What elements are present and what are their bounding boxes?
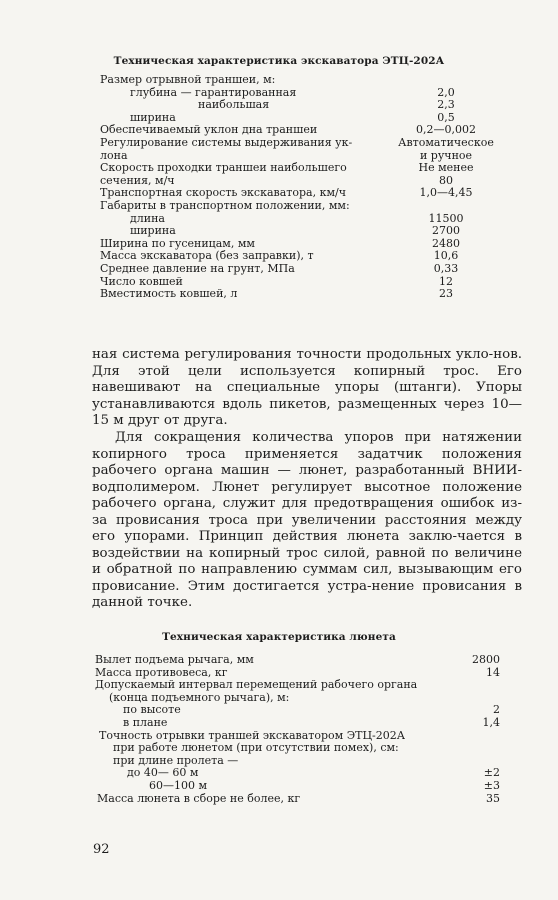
spec-label: Размер отрывной траншеи, м:	[100, 73, 276, 86]
spec-row	[95, 793, 500, 806]
spec-value: 2	[493, 703, 500, 717]
spec-label: ширина	[130, 110, 176, 124]
spec-label: Точность отрывки траншей экскаватором ЭТЦ-202А	[99, 728, 406, 742]
spec-label: Обеспечиваемый уклон дна траншеи	[100, 123, 318, 137]
spec-row	[100, 263, 500, 276]
spec-value: ±3	[483, 778, 500, 792]
page-number: 92	[93, 842, 110, 857]
spec-label: Вылет подъема рычага, мм	[95, 653, 254, 666]
spec-value: ±2	[483, 766, 500, 780]
spec-label: до 40— 60 м	[127, 766, 199, 780]
spec-label: Габариты в транспортном положении, мм:	[100, 198, 350, 212]
spec-label: Число ковшей	[100, 274, 183, 288]
spec-label: наибольшая	[198, 98, 270, 112]
spec-row	[95, 742, 500, 755]
spec-value: 2,0	[437, 85, 455, 99]
spec-row	[95, 679, 500, 692]
spec-row	[100, 225, 500, 238]
spec-label: ширина	[130, 224, 176, 238]
spec-row	[95, 780, 500, 793]
spec-value: 0,5	[437, 110, 455, 124]
spec-row	[95, 717, 500, 730]
body-paragraph-1: ная система регулирования точности продольных укло-нов. Для этой цели используется копирный трос. Его навешивают на специальные упоры (штанги). Упоры устанавливаются вдоль пикетов, размещенных через 10—15 м друг от друга.	[92, 347, 522, 428]
spec-row	[100, 288, 500, 301]
spec-label: в плане	[123, 715, 168, 729]
spec-label: Вместимость ковшей, л	[100, 287, 238, 301]
spec-title-excavator: Техническая характеристика экскаватора ЭТЦ-202А	[113, 55, 445, 67]
spec-value: 0,33	[433, 261, 459, 275]
spec-value: Автоматическое и ручное	[398, 135, 494, 162]
spec-value: 2700	[432, 224, 460, 238]
spec-value: 11500	[428, 211, 464, 225]
spec-table-lunette	[95, 654, 500, 805]
spec-label: (конца подъемного рычага), м:	[109, 690, 290, 704]
spec-label: Среднее давление на грунт, МПа	[100, 261, 295, 275]
spec-value: 2480	[432, 236, 460, 250]
spec-label: по высоте	[123, 703, 181, 717]
spec-table-excavator	[100, 74, 500, 301]
spec-label: Транспортная скорость экскаватора, км/ч	[100, 186, 346, 200]
spec-label: Масса люнета в сборе не более, кг	[97, 791, 301, 805]
spec-label: Масса противовеса, кг	[95, 665, 228, 679]
spec-label: Скорость проходки траншеи наибольшего сечения, м/ч	[100, 161, 347, 187]
spec-label: при длине пролета —	[113, 753, 239, 767]
spec-value: 2,3	[437, 98, 455, 112]
spec-label: Регулирование системы выдерживания ук- лона	[100, 135, 353, 162]
spec-label: длина	[130, 211, 165, 225]
spec-value: 1,4	[482, 715, 500, 729]
spec-value: 35	[486, 791, 500, 805]
spec-value: 12	[439, 274, 453, 288]
spec-value: 0,2—0,002	[416, 123, 476, 137]
spec-title-lunette: Техническая характеристика люнета	[162, 631, 396, 643]
spec-value: 10,6	[433, 249, 459, 263]
spec-row	[100, 99, 500, 112]
spec-label: Масса экскаватора (без заправки), т	[100, 249, 314, 263]
spec-row	[100, 200, 500, 213]
spec-row	[95, 654, 500, 667]
body-paragraph-2: Для сокращения количества упоров при натяжении копирного троса применяется задатчик положения рабочего органа машин — люнет, разработанный ВНИИ-водполимером. Люнет регулирует высотное положение рабочего органа, служит для предотвращения ошибок из-за провисания троса при увеличении расстояния между его упорами. Принцип действия люнета заклю-чается в воздействии на копирный трос силой, равной по величине и обратной по направлению суммам сил, вызывающим его провисание. Этим достигается устра-нение провисания в данной точке.	[92, 430, 522, 610]
spec-label: при работе люнетом (при отсутствии помех), см:	[113, 741, 399, 755]
spec-row	[100, 162, 500, 187]
spec-row	[100, 137, 500, 162]
spec-label: глубина — гарантированная	[130, 85, 297, 99]
spec-value: 23	[439, 287, 453, 301]
spec-label: Ширина по гусеницам, мм	[100, 236, 255, 250]
spec-label: Допускаемый интервал перемещений рабочего органа	[95, 678, 418, 692]
spec-value: 14	[486, 665, 500, 679]
spec-row	[100, 74, 500, 87]
spec-value: 2800	[472, 653, 500, 666]
spec-label: 60—100 м	[149, 778, 208, 792]
spec-value: 1,0—4,45	[419, 186, 473, 200]
spec-value: Не менее 80	[418, 161, 474, 187]
